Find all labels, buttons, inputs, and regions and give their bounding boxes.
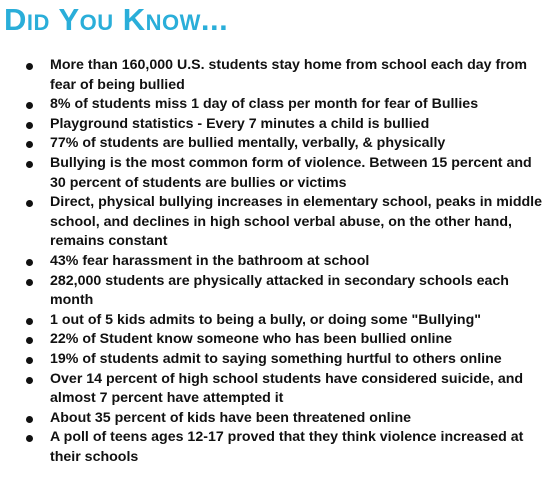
list-item bbox=[22, 350, 542, 370]
list-item bbox=[22, 272, 542, 311]
fact-text: 22% of Student know someone who has been bullied online bbox=[50, 331, 453, 348]
list-item bbox=[22, 330, 542, 350]
bullet-icon bbox=[26, 377, 33, 384]
facts-list bbox=[22, 56, 542, 467]
bullet-icon bbox=[26, 318, 33, 325]
bullet-icon bbox=[26, 63, 33, 70]
fact-text: Bullying is the most common form of violence. Between 15 percent and 30 percent of students are bullies or victims bbox=[50, 154, 532, 191]
bullet-icon bbox=[26, 161, 33, 168]
list-item bbox=[22, 409, 542, 429]
bullet-icon bbox=[26, 200, 33, 207]
list-item bbox=[22, 154, 542, 193]
fact-text: 43% fear harassment in the bathroom at school bbox=[50, 252, 370, 269]
bullet-icon bbox=[26, 102, 33, 109]
fact-text: 19% of students admit to saying something hurtful to others online bbox=[50, 350, 502, 367]
bullet-icon bbox=[26, 122, 33, 129]
fact-text: Direct, physical bullying increases in elementary school, peaks in middle school, and declines in high school verbal abuse, on the other hand, remains constant bbox=[50, 194, 543, 250]
list-item bbox=[22, 56, 542, 95]
list-item bbox=[22, 95, 542, 115]
list-item bbox=[22, 370, 542, 409]
list-item bbox=[22, 428, 542, 467]
fact-text: 1 out of 5 kids admits to being a bully, or doing some "Bullying" bbox=[50, 311, 481, 328]
list-item bbox=[22, 311, 542, 331]
fact-text: 8% of students miss 1 day of class per month for fear of Bullies bbox=[50, 96, 479, 113]
fact-text: 77% of students are bullied mentally, verbally, & physically bbox=[50, 135, 446, 152]
bullet-icon bbox=[26, 435, 33, 442]
fact-text: 282,000 students are physically attacked in secondary schools each month bbox=[50, 272, 509, 309]
fact-text: A poll of teens ages 12-17 proved that they think violence increased at their schools bbox=[50, 429, 524, 465]
list-item bbox=[22, 193, 542, 252]
bullet-icon bbox=[26, 259, 33, 266]
list-item bbox=[22, 252, 542, 272]
fact-text: Over 14 percent of high school students have considered suicide, and almost 7 percent have attempted it bbox=[50, 370, 524, 407]
bullet-icon bbox=[26, 357, 33, 364]
bullet-icon bbox=[26, 416, 33, 423]
bullet-icon bbox=[26, 279, 33, 286]
bullet-icon bbox=[26, 141, 33, 148]
fact-text: Playground statistics - Every 7 minutes a child is bullied bbox=[50, 115, 430, 132]
fact-text: More than 160,000 U.S. students stay home from school each day from fear of being bullied bbox=[50, 57, 527, 93]
bullet-icon bbox=[26, 337, 33, 344]
fact-text: About 35 percent of kids have been threatened online bbox=[50, 409, 412, 426]
list-item bbox=[22, 134, 542, 154]
page-title: Did You Know... bbox=[4, 2, 229, 37]
list-item bbox=[22, 115, 542, 135]
